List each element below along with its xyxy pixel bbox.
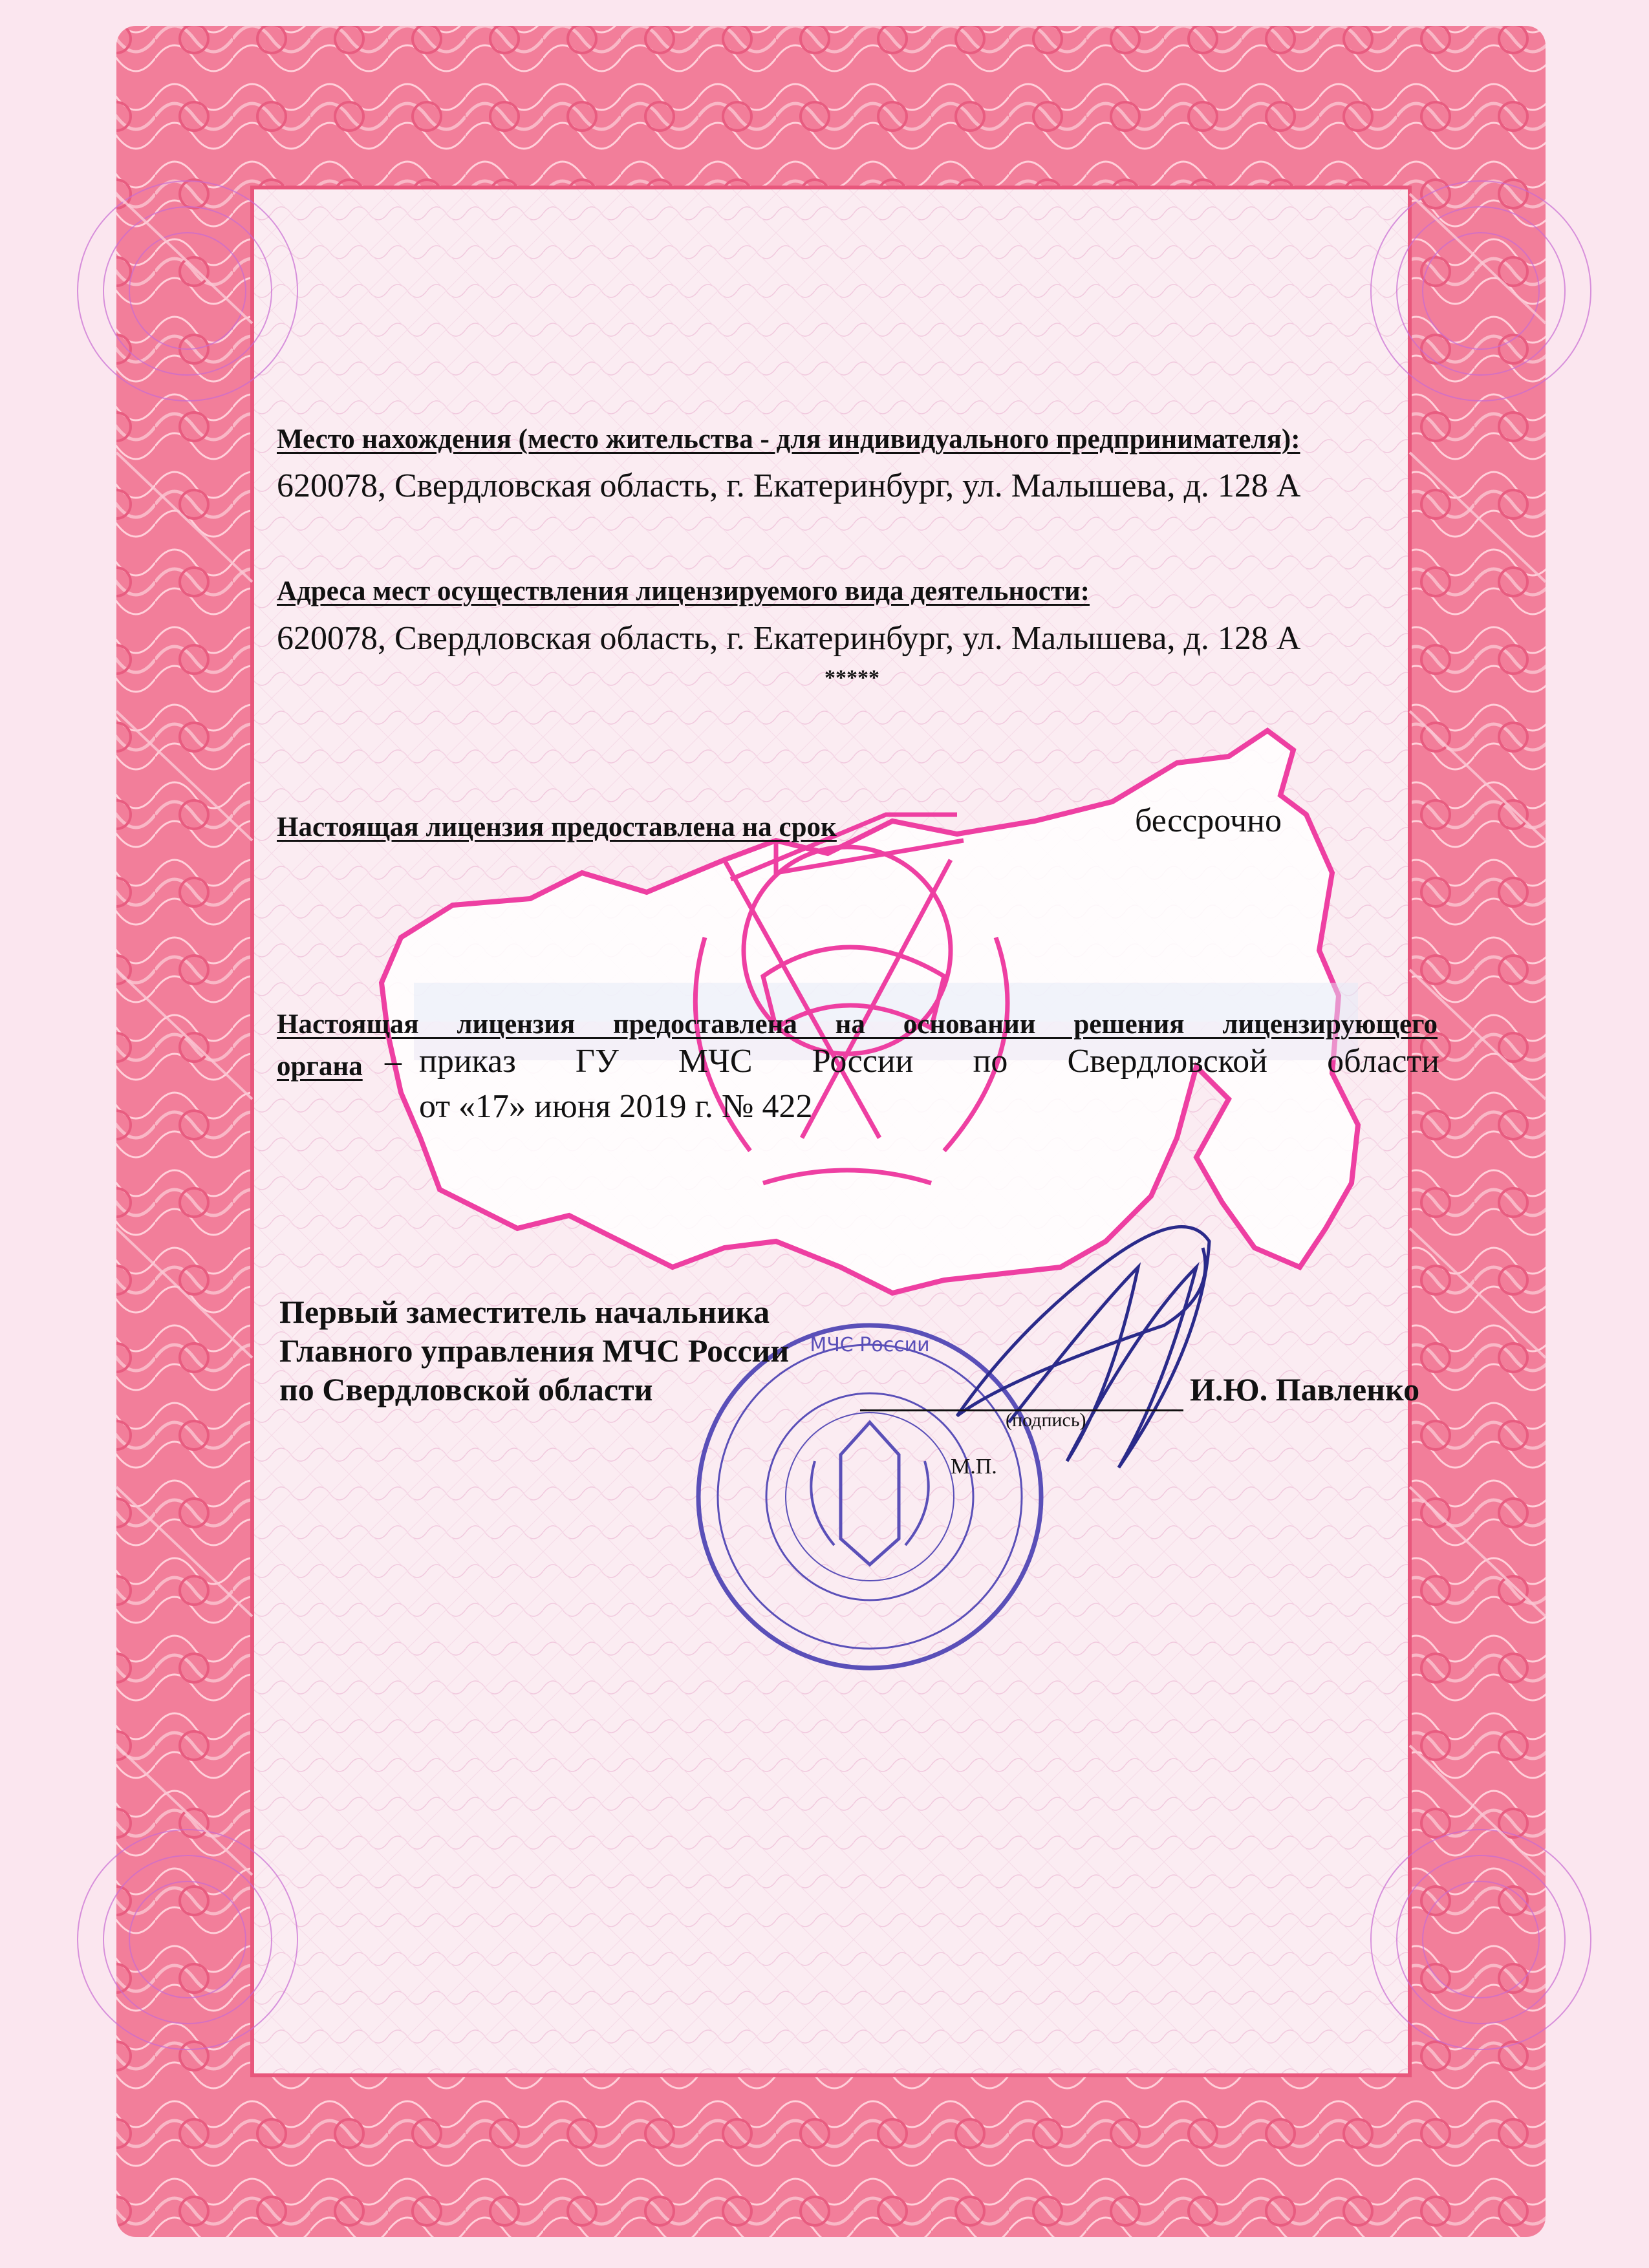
stamp-outer-text-fragment: МЧС России (810, 1334, 930, 1356)
order-word: приказ (419, 1043, 516, 1080)
order-word: Свердловской (1067, 1043, 1268, 1080)
activity-address-value: 620078, Свердловская область, г. Екатеринбург, ул. Малышева, д. 128 А (277, 620, 1301, 657)
signature-caption: (подпись) (1006, 1409, 1086, 1431)
order-word: России (812, 1043, 914, 1080)
activity-address-label: Адреса мест осуществления лицензируемого вида деятельности: (277, 576, 1090, 606)
basis-order-line2: от «17» июня 2019 г. № 422 (419, 1088, 813, 1125)
seal-place: М.П. (951, 1455, 997, 1479)
separator-stars: ***** (824, 666, 879, 690)
basis-order-line1 (419, 1042, 1439, 1080)
signer-position-line2: Главного управления МЧС России (279, 1332, 790, 1369)
order-word: области (1327, 1043, 1439, 1080)
term-label: Настоящая лицензия предоставлена на срок (277, 812, 837, 842)
signer-position-line3: по Свердловской области (279, 1371, 653, 1407)
term-value: бессрочно (1135, 802, 1282, 839)
basis-dash: – (385, 1043, 402, 1080)
order-word: МЧС (678, 1043, 753, 1080)
address-value: 620078, Свердловская область, г. Екатеринбург, ул. Малышева, д. 128 А (277, 467, 1301, 504)
signer-position-line1: Первый заместитель начальника (279, 1294, 770, 1330)
order-word: ГУ (575, 1043, 619, 1080)
signer-name: И.Ю. Павленко (1190, 1371, 1420, 1407)
address-label: Место нахождения (место жительства - для индивидуального предпринимателя): (277, 424, 1300, 455)
basis-label-line1: Настоящая лицензия предоставлена на основании решения лицензирующего (277, 1009, 1438, 1040)
order-word: по (973, 1043, 1008, 1080)
basis-label-line2: органа (277, 1051, 363, 1082)
